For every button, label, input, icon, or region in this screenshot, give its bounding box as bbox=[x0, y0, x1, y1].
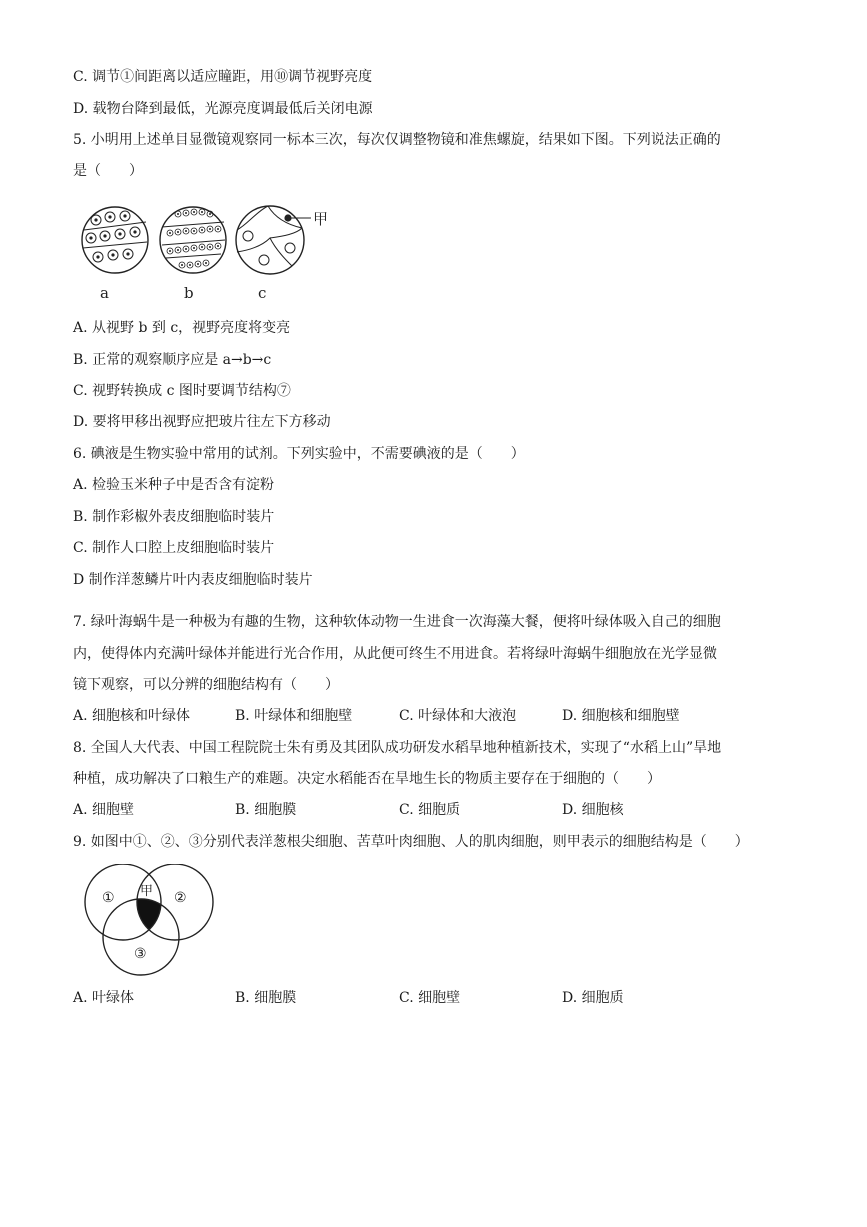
q8-option-a: A. 细胞壁 bbox=[73, 802, 135, 818]
q8-option-b: B. 细胞膜 bbox=[235, 802, 297, 818]
q6-option-b: B. 制作彩椒外表皮细胞临时装片 bbox=[73, 509, 275, 525]
q9-option-c: C. 细胞壁 bbox=[399, 990, 461, 1006]
q7-option-a: A. 细胞核和叶绿体 bbox=[73, 708, 191, 724]
view-b bbox=[160, 207, 226, 273]
label-c: c bbox=[258, 284, 267, 302]
q5-option-c: C. 视野转换成 c 图时要调节结构⑦ bbox=[73, 383, 291, 399]
q7-stem-line3: 镜下观察，可以分辨的细胞结构有（ ） bbox=[73, 677, 339, 693]
view-c bbox=[236, 206, 328, 274]
q6-option-c: C. 制作人口腔上皮细胞临时装片 bbox=[73, 540, 275, 556]
q9-option-a: A. 叶绿体 bbox=[73, 990, 135, 1006]
label-a: a bbox=[100, 284, 109, 302]
q5-stem-line1: 5. 小明用上述单目显微镜观察同一标本三次，每次仅调整物镜和准焦螺旋，结果如下图。下列说法正确的 bbox=[73, 132, 721, 148]
q9-stem: 9. 如图中①、②、③分别代表洋葱根尖细胞、苦草叶肉细胞、人的肌肉细胞，则甲表示的细胞结构是（ ） bbox=[73, 834, 749, 850]
q4-option-c: C. 调节①间距离以适应瞳距，用⑩调节视野亮度 bbox=[73, 69, 373, 85]
q6-stem: 6. 碘液是生物实验中常用的试剂。下列实验中，不需要碘液的是（ ） bbox=[73, 446, 525, 462]
venn-label-jia: 甲 bbox=[140, 884, 154, 899]
q7-option-b: B. 叶绿体和细胞壁 bbox=[235, 708, 353, 724]
venn-label-3: ③ bbox=[134, 946, 147, 962]
q5-microscope-figure bbox=[78, 200, 348, 305]
q4-option-d: D. 载物台降到最低，光源亮度调最低后关闭电源 bbox=[73, 101, 373, 117]
q7-stem-line1: 7. 绿叶海蜗牛是一种极为有趣的生物，这种软体动物一生进食一次海藻大餐，便将叶绿体吸入自己的细胞 bbox=[73, 614, 721, 630]
q7-option-c: C. 叶绿体和大液泡 bbox=[399, 708, 517, 724]
q8-option-d: D. 细胞核 bbox=[562, 802, 624, 818]
q9-option-b: B. 细胞膜 bbox=[235, 990, 297, 1006]
q5-stem-line2: 是（ ） bbox=[73, 163, 143, 179]
q8-stem-line2: 种植，成功解决了口粮生产的难题。决定水稻能否在旱地生长的物质主要存在于细胞的（ ） bbox=[73, 771, 661, 787]
venn-label-1: ① bbox=[102, 890, 115, 906]
venn-label-2: ② bbox=[174, 890, 187, 906]
q6-option-a: A. 检验玉米种子中是否含有淀粉 bbox=[73, 477, 275, 493]
q6-option-d: D 制作洋葱鳞片叶内表皮细胞临时装片 bbox=[73, 572, 313, 588]
q8-stem-line1: 8. 全国人大代表、中国工程院院士朱有勇及其团队成功研发水稻旱地种植新技术，实现了“水稻上山”旱地 bbox=[73, 740, 722, 756]
q5-option-b: B. 正常的观察顺序应是 a→b→c bbox=[73, 352, 272, 368]
label-b: b bbox=[184, 284, 194, 302]
marker-jia: 甲 bbox=[313, 210, 329, 228]
q9-venn-diagram bbox=[76, 864, 221, 979]
q9-option-d: D. 细胞质 bbox=[562, 990, 624, 1006]
q7-stem-line2: 内，使得体内充满叶绿体并能进行光合作用，从此便可终生不用进食。若将绿叶海蜗牛细胞放在光学显微 bbox=[73, 646, 717, 662]
view-a bbox=[82, 207, 148, 273]
q5-option-a: A. 从视野 b 到 c，视野亮度将变亮 bbox=[73, 320, 291, 336]
q5-option-d: D. 要将甲移出视野应把玻片往左下方移动 bbox=[73, 414, 331, 430]
q8-option-c: C. 细胞质 bbox=[399, 802, 461, 818]
q7-option-d: D. 细胞核和细胞壁 bbox=[562, 708, 680, 724]
